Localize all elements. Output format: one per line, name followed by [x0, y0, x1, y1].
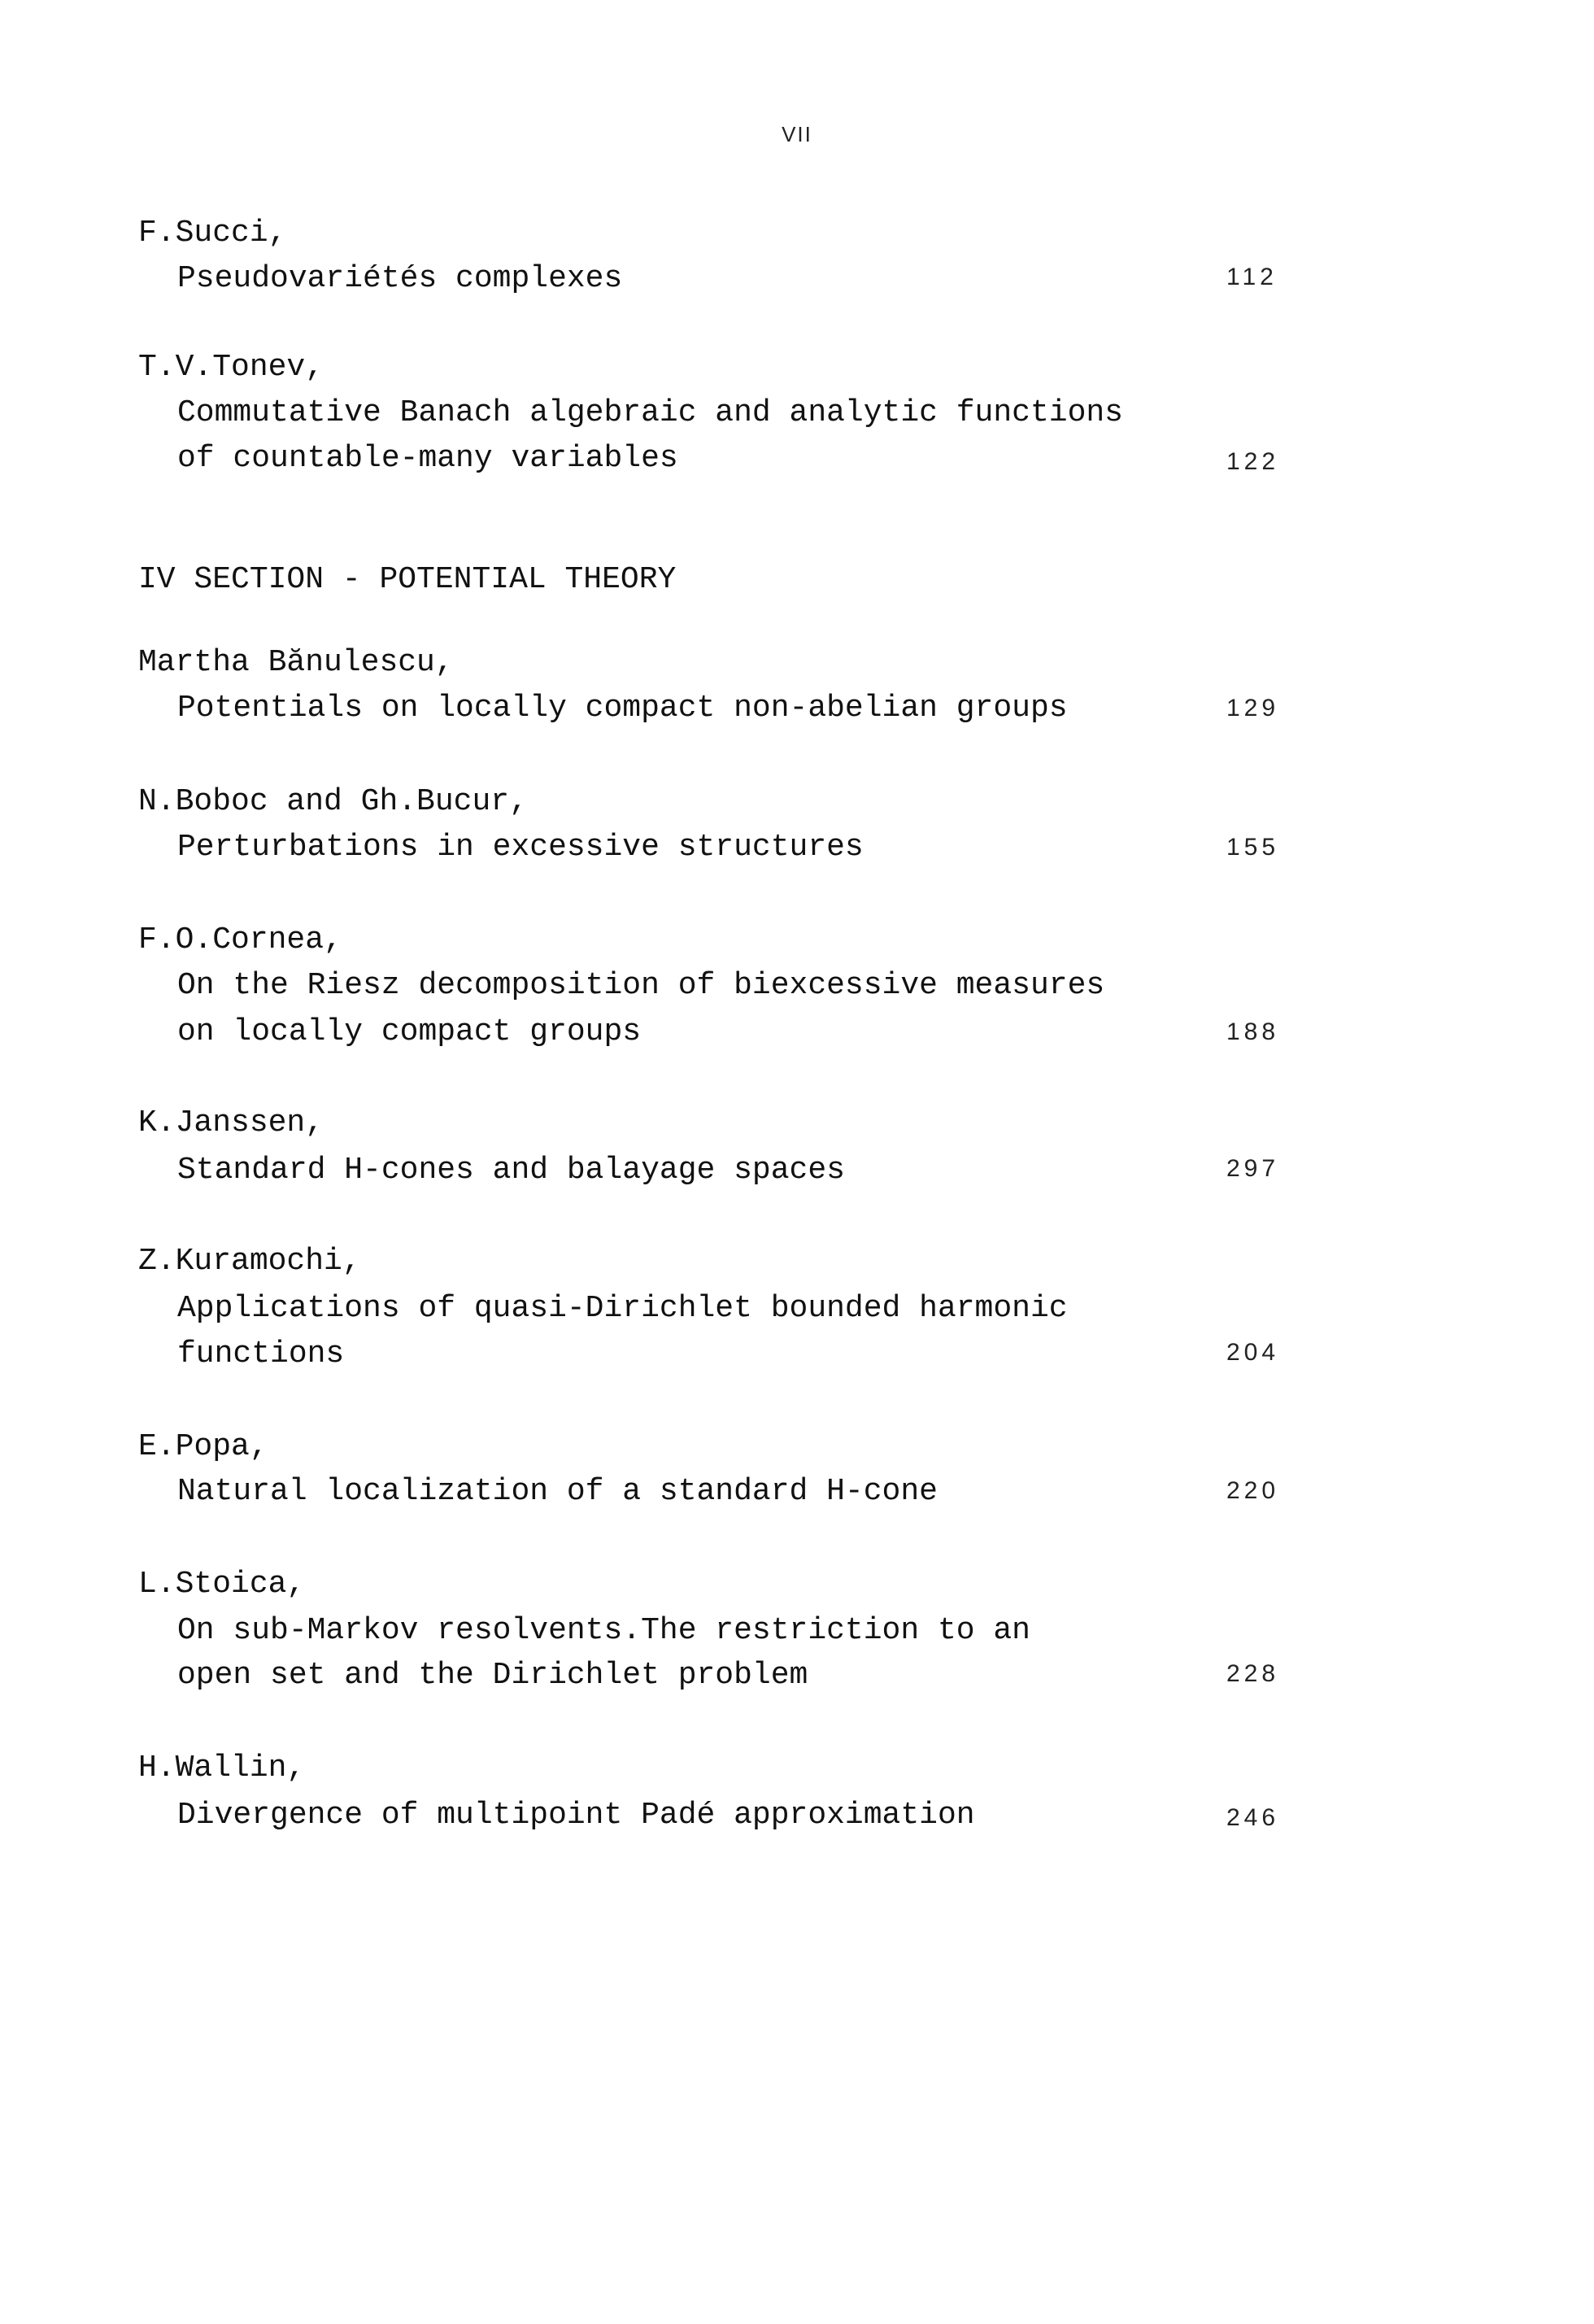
entry-author: F.Succi, — [138, 216, 287, 251]
entry-author: Z.Kuramochi, — [138, 1244, 361, 1279]
entry-title: Potentials on locally compact non-abelian groups — [177, 691, 1068, 726]
entry-page-number: 297 — [1226, 1155, 1280, 1182]
entry-page-number: 129 — [1226, 695, 1280, 722]
entry-page-number: 155 — [1226, 834, 1280, 861]
entry-title: Pseudovariétés complexes — [177, 261, 623, 296]
entry-page-number: 220 — [1226, 1477, 1280, 1504]
entry-page-number: 204 — [1226, 1339, 1280, 1366]
entry-title: Divergence of multipoint Padé approximation — [177, 1798, 975, 1833]
entry-author: T.V.Tonev, — [138, 350, 324, 385]
entry-page-number: 188 — [1226, 1018, 1280, 1045]
entry-title: of countable-many variables — [177, 441, 678, 476]
section-heading: IV SECTION - POTENTIAL THEORY — [138, 562, 677, 597]
entry-title: On sub-Markov resolvents.The restriction to an — [177, 1613, 1030, 1648]
entry-page-number: 246 — [1226, 1804, 1280, 1831]
entry-page-number: 112 — [1226, 264, 1278, 290]
entry-title: Perturbations in excessive structures — [177, 830, 864, 865]
entry-title: open set and the Dirichlet problem — [177, 1658, 808, 1693]
entry-title: On the Riesz decomposition of biexcessive measures — [177, 968, 1105, 1003]
entry-title: Natural localization of a standard H-cone — [177, 1474, 938, 1509]
entry-page-number: 228 — [1226, 1660, 1280, 1687]
entry-title: on locally compact groups — [177, 1014, 642, 1049]
entry-author: E.Popa, — [138, 1429, 268, 1464]
entry-author: N.Boboc and Gh.Bucur, — [138, 784, 528, 819]
entry-author: H.Wallin, — [138, 1751, 306, 1786]
entry-page-number: 122 — [1226, 448, 1280, 475]
page-number: VII — [782, 122, 812, 146]
entry-author: L.Stoica, — [138, 1567, 306, 1602]
entry-author: F.O.Cornea, — [138, 922, 342, 957]
entry-author: Martha Bănulescu, — [138, 645, 454, 680]
entry-title: Applications of quasi-Dirichlet bounded harmonic — [177, 1291, 1068, 1326]
entry-title: Commutative Banach algebraic and analytic functions — [177, 395, 1123, 430]
entry-title: functions — [177, 1336, 345, 1371]
entry-author: K.Janssen, — [138, 1105, 324, 1140]
entry-title: Standard H-cones and balayage spaces — [177, 1153, 845, 1188]
